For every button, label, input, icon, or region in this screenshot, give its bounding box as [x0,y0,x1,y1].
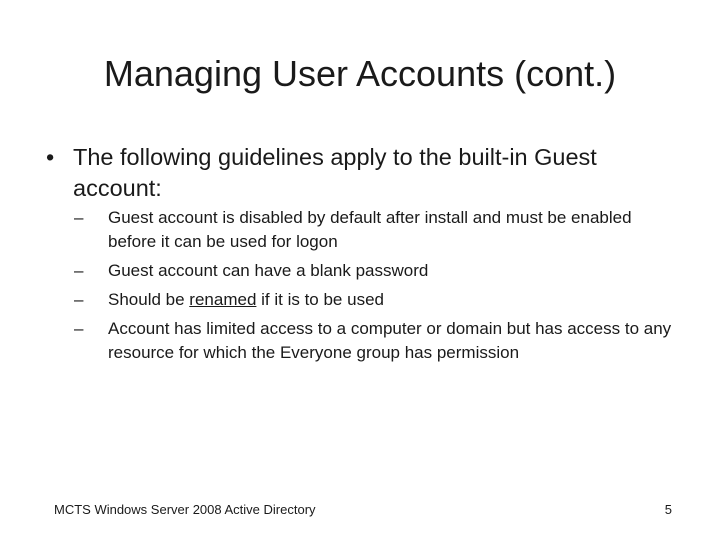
sub-bullet-list [74,206,674,370]
dash-marker: – [74,261,84,280]
sub-bullet-text-before: Should be [108,290,190,309]
dash-marker: – [74,208,84,227]
main-bullet-text: The following guidelines apply to the built-in Guest account: [73,144,597,201]
page-number: 5 [664,502,672,517]
bullet-marker: • [46,144,55,170]
footer-text: MCTS Windows Server 2008 Active Directory [54,502,316,517]
sub-bullet-text: Guest account can have a blank password [108,261,429,280]
underlined-word: renamed [189,290,257,309]
dash-marker: – [74,319,84,338]
sub-bullet-item [74,317,674,365]
sub-bullet-item [74,288,674,312]
sub-bullet-text: Account has limited access to a computer or domain but has access to any resource for which the Everyone group has permission [108,319,672,362]
slide-title: Managing User Accounts (cont.) [103,53,617,94]
sub-bullet-text-after: if it is to be used [256,290,384,309]
main-bullet [46,142,686,204]
sub-bullet-item [74,259,674,283]
dash-marker: – [74,290,84,309]
sub-bullet-text: Guest account is disabled by default after install and must be enabled before it can be used for logon [108,208,632,251]
sub-bullet-item [74,206,674,254]
sub-bullet-text [108,288,674,312]
